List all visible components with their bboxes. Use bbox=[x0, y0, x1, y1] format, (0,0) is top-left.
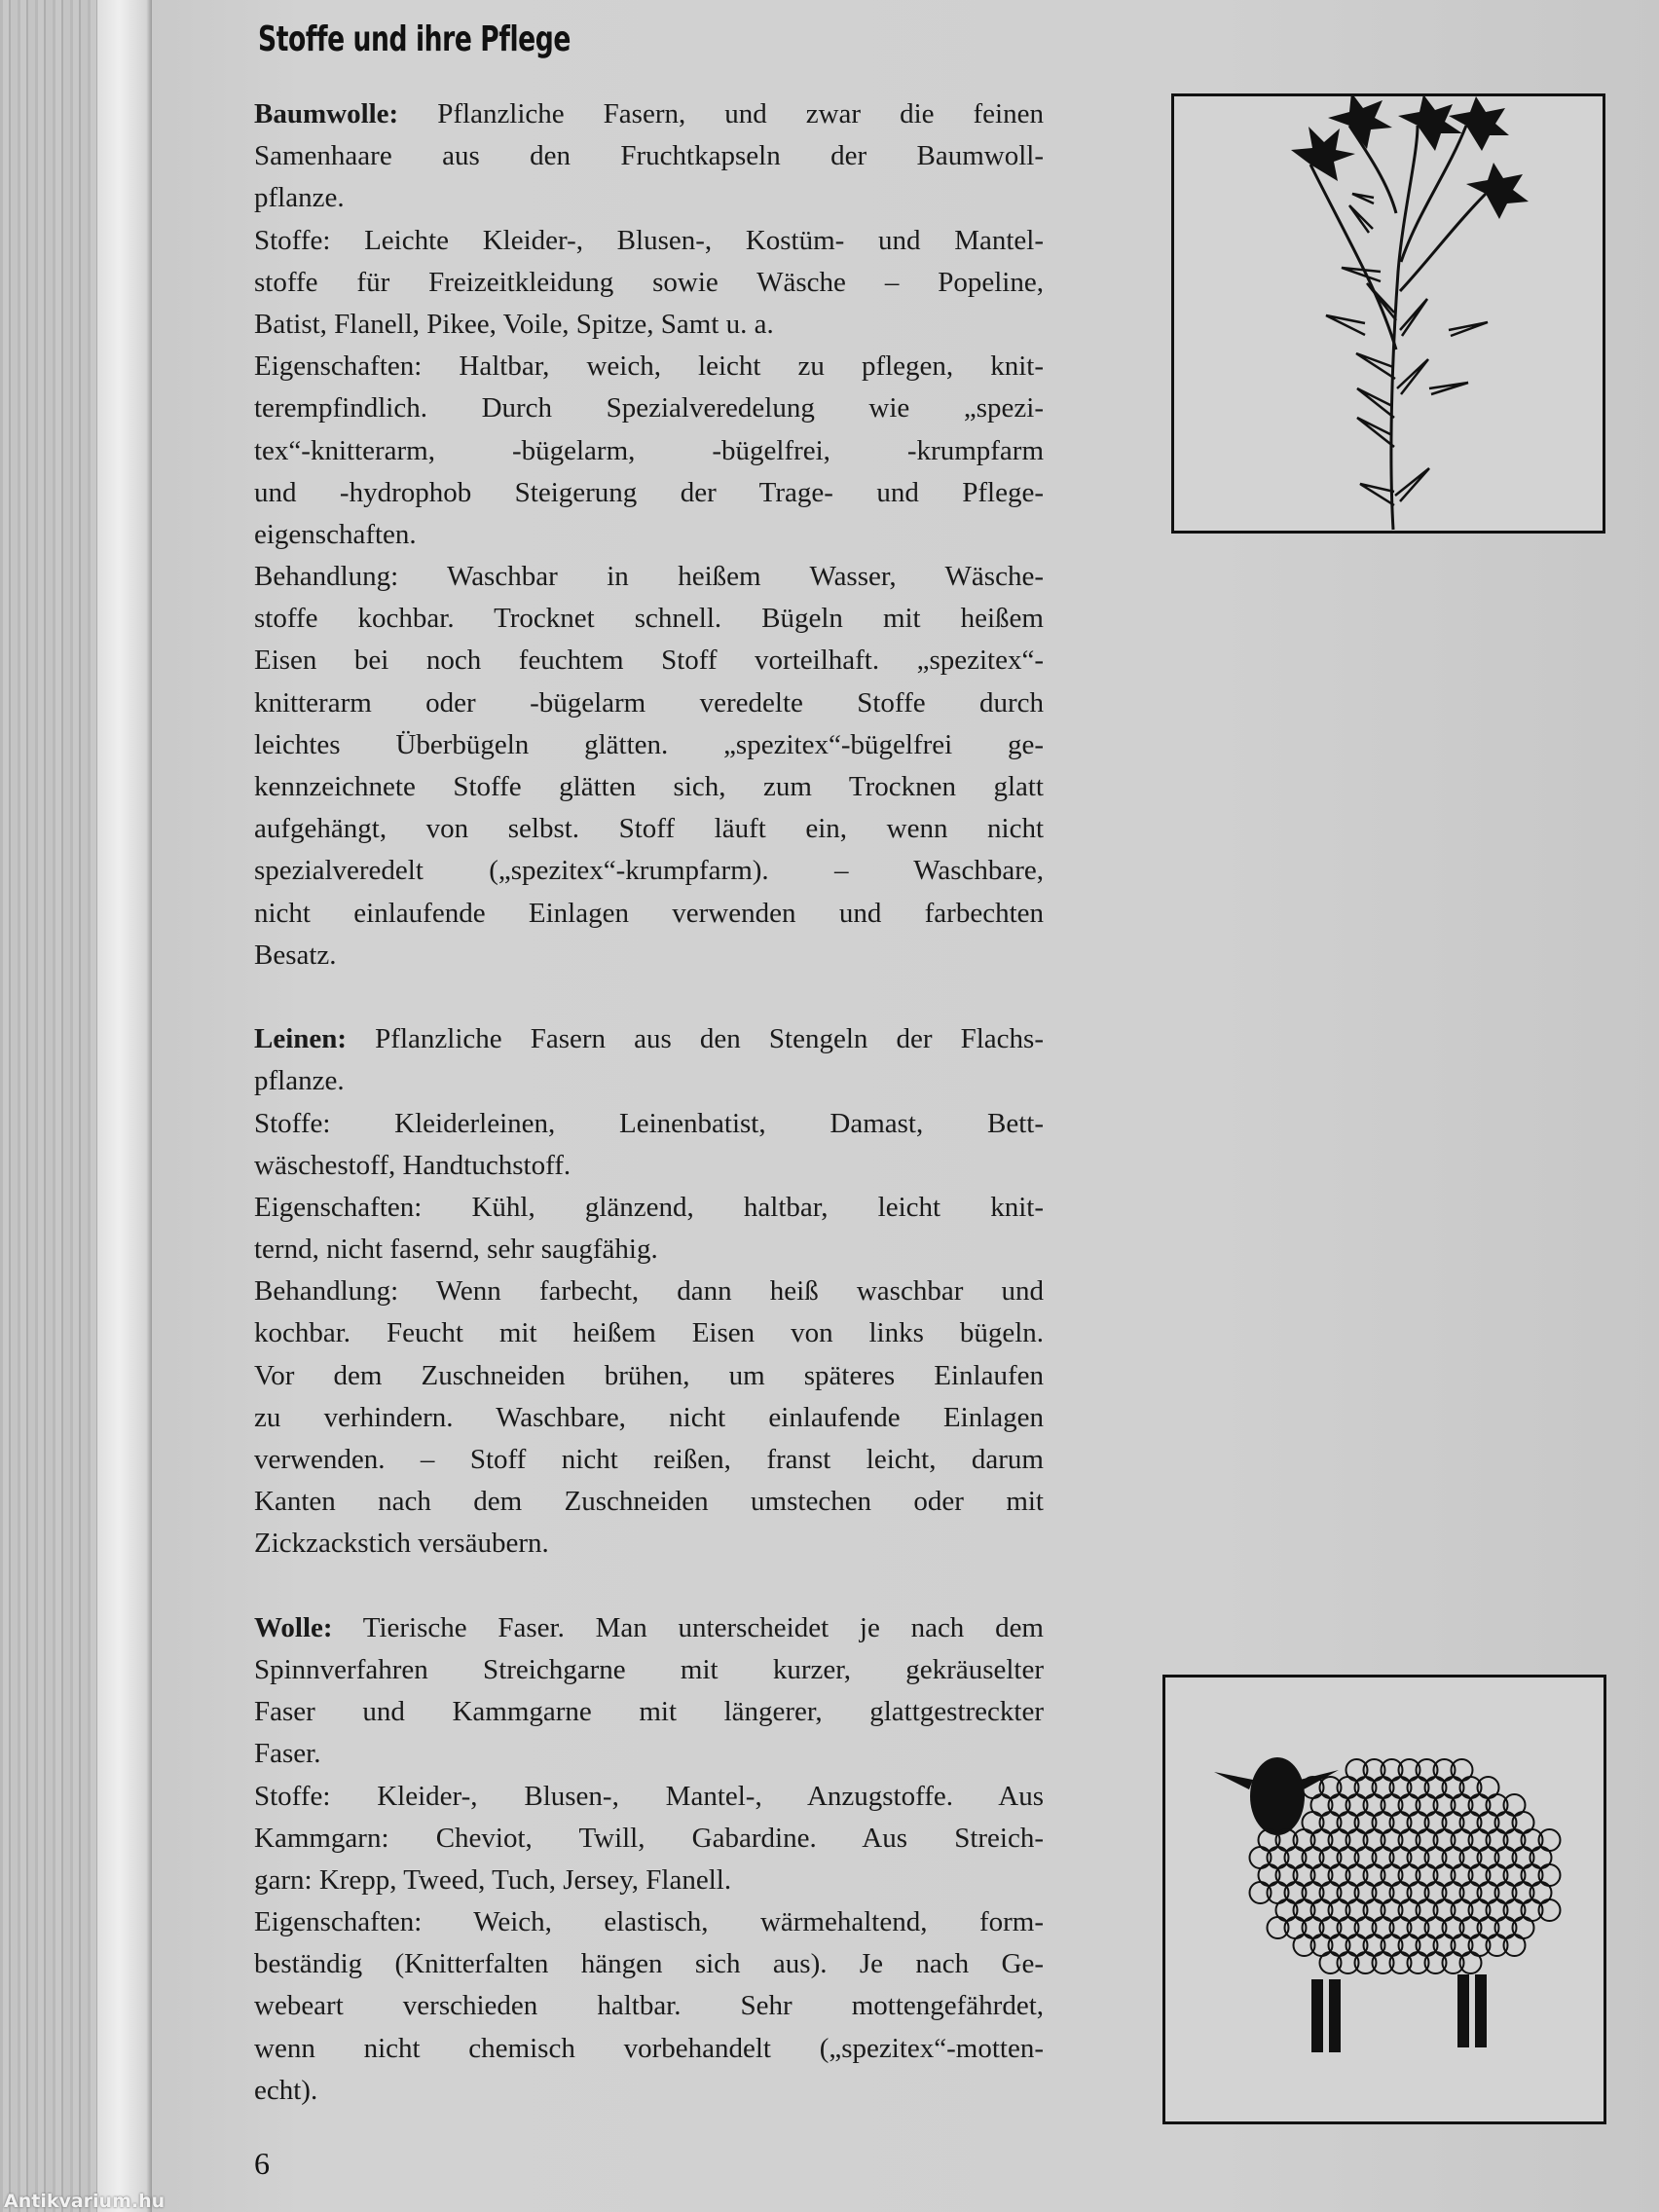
text-line bbox=[254, 556, 1044, 598]
line-text: Besatz. bbox=[254, 939, 337, 971]
line-text: knitterarm oder -bügelarm veredelte Stoffe durch bbox=[254, 686, 1044, 719]
watermark: Antikvarium.hu bbox=[4, 2191, 166, 2212]
text-line bbox=[254, 430, 1044, 472]
text-line bbox=[254, 1901, 1044, 1943]
line-text: Pflanzliche Fasern, und zwar die feinen bbox=[398, 98, 1044, 129]
entry-label: Wolle: bbox=[254, 1611, 333, 1643]
text-line bbox=[254, 304, 1044, 346]
line-text: verwenden. – Stoff nicht reißen, franst leicht, darum bbox=[254, 1444, 1044, 1475]
text-line bbox=[254, 2028, 1044, 2070]
text-line bbox=[254, 1397, 1044, 1439]
text-line bbox=[254, 1145, 1044, 1187]
text-line bbox=[254, 262, 1044, 304]
line-text: stoffe kochbar. Trocknet schnell. Bügeln mit heißem bbox=[254, 603, 1044, 635]
line-text: zu verhindern. Waschbare, nicht einlaufende Einlagen bbox=[254, 1401, 1044, 1433]
text-line bbox=[254, 682, 1044, 724]
text-line bbox=[254, 1271, 1044, 1312]
text-line bbox=[254, 1607, 1044, 1649]
line-text: ternd, nicht fasernd, sehr saugfähig. bbox=[254, 1234, 658, 1266]
section-gap bbox=[254, 977, 1044, 1018]
text-line bbox=[254, 893, 1044, 935]
entry-label: Stoffe: bbox=[254, 1107, 331, 1139]
line-text: wenn nicht chemisch vorbehandelt („spezitex“-motten- bbox=[254, 2032, 1044, 2064]
text-line bbox=[254, 387, 1044, 429]
page-number: 6 bbox=[254, 2146, 270, 2181]
line-text: pflanze. bbox=[254, 182, 345, 214]
line-text: Kleider-, Blusen-, Mantel-, Anzugstoffe. Aus bbox=[330, 1780, 1044, 1812]
text-line bbox=[254, 1649, 1044, 1691]
text-line bbox=[254, 220, 1044, 262]
entry-label: Eigenschaften: bbox=[254, 1906, 423, 1938]
text-line bbox=[254, 724, 1044, 766]
line-text: stoffe für Freizeitkleidung sowie Wäsche – Popeline, bbox=[254, 266, 1044, 298]
line-text: Leichte Kleider-, Blusen-, Kostüm- und Mantel- bbox=[330, 224, 1044, 256]
line-text: Zickzackstich versäubern. bbox=[254, 1528, 549, 1560]
line-text: Kleiderleinen, Leinenbatist, Damast, Bett- bbox=[330, 1107, 1044, 1139]
entry-label: Stoffe: bbox=[254, 1780, 331, 1812]
line-text: Kanten nach dem Zuschneiden umstechen oder mit bbox=[254, 1486, 1044, 1518]
text-line bbox=[254, 808, 1044, 850]
text-line bbox=[254, 1439, 1044, 1481]
text-line bbox=[254, 850, 1044, 892]
text-line bbox=[254, 1229, 1044, 1271]
line-text: aufgehängt, von selbst. Stoff läuft ein, wenn nicht bbox=[254, 813, 1044, 845]
text-line bbox=[254, 1523, 1044, 1565]
section-wolle bbox=[254, 1607, 1044, 2112]
flax-illustration bbox=[1171, 93, 1605, 534]
line-text: kochbar. Feucht mit heißem Eisen von links bügeln. bbox=[254, 1317, 1044, 1349]
text-line bbox=[254, 2070, 1044, 2112]
line-text: garn: Krepp, Tweed, Tuch, Jersey, Flanell. bbox=[254, 1863, 732, 1896]
line-text: webeart verschieden haltbar. Sehr mottengefährdet, bbox=[254, 1990, 1044, 2022]
line-text: pflanze. bbox=[254, 1065, 345, 1097]
line-text: Eisen bei noch feuchtem Stoff vorteilhaft. „spezitex“- bbox=[254, 645, 1044, 677]
line-text: Faser und Kammgarne mit längerer, glattgestreckter bbox=[254, 1696, 1044, 1728]
entry-label: Leinen: bbox=[254, 1023, 348, 1055]
entry-label: Behandlung: bbox=[254, 1275, 399, 1308]
line-text: eigenschaften. bbox=[254, 518, 417, 550]
wood-background bbox=[0, 0, 97, 2212]
line-text: und -hydrophob Steigerung der Trage- und Pflege- bbox=[254, 476, 1044, 508]
line-text: beständig (Knitterfalten hängen sich aus). Je nach Ge- bbox=[254, 1948, 1044, 1980]
line-text: Waschbar in heißem Wasser, Wäsche- bbox=[398, 561, 1044, 593]
text-line bbox=[254, 935, 1044, 977]
page-title: Stoffe und ihre Pflege bbox=[258, 19, 571, 59]
text-line bbox=[254, 766, 1044, 808]
text-line bbox=[254, 177, 1044, 219]
text-line bbox=[254, 346, 1044, 387]
entry-label: Eigenschaften: bbox=[254, 1191, 423, 1223]
text-line bbox=[254, 1481, 1044, 1523]
line-text: Vor dem Zuschneiden brühen, um späteres Einlaufen bbox=[254, 1359, 1044, 1391]
sheep-icon bbox=[1165, 1677, 1604, 2121]
text-line bbox=[254, 514, 1044, 556]
line-text: Haltbar, weich, leicht zu pflegen, knit- bbox=[422, 350, 1044, 383]
section-gap bbox=[254, 1566, 1044, 1607]
line-text: tex“-knitterarm, -bügelarm, -bügelfrei, -krumpfarm bbox=[254, 434, 1044, 466]
line-text: Kammgarn: Cheviot, Twill, Gabardine. Aus Streich- bbox=[254, 1822, 1044, 1854]
page-edge bbox=[97, 0, 152, 2212]
text-line bbox=[254, 1943, 1044, 1985]
entry-label: Eigenschaften: bbox=[254, 350, 423, 383]
text-line bbox=[254, 1733, 1044, 1775]
text-line bbox=[254, 1818, 1044, 1860]
text-line bbox=[254, 472, 1044, 514]
text-line bbox=[254, 1103, 1044, 1145]
line-text: Tierische Faser. Man unterscheidet je nach dem bbox=[332, 1611, 1044, 1643]
entry-label: Baumwolle: bbox=[254, 98, 399, 129]
text-line bbox=[254, 93, 1044, 135]
flax-flower-icon bbox=[1174, 96, 1603, 531]
section-baumwolle bbox=[254, 93, 1044, 977]
text-line bbox=[254, 1312, 1044, 1354]
line-text: Pflanzliche Fasern aus den Stengeln der Flachs- bbox=[347, 1023, 1044, 1055]
line-text: Weich, elastisch, wärmehaltend, form- bbox=[422, 1906, 1044, 1938]
text-line bbox=[254, 135, 1044, 177]
line-text: leichtes Überbügeln glätten. „spezitex“-bügelfrei ge- bbox=[254, 728, 1044, 760]
text-line bbox=[254, 640, 1044, 682]
line-text: Batist, Flanell, Pikee, Voile, Spitze, Samt u. a. bbox=[254, 308, 774, 340]
line-text: wäschestoff, Handtuchstoff. bbox=[254, 1149, 571, 1181]
entry-label: Behandlung: bbox=[254, 561, 399, 593]
line-text: nicht einlaufende Einlagen verwenden und farbechten bbox=[254, 897, 1044, 929]
line-text: Samenhaare aus den Fruchtkapseln der Baumwoll- bbox=[254, 140, 1044, 172]
text-line bbox=[254, 1860, 1044, 1901]
text-line bbox=[254, 1060, 1044, 1102]
text-line bbox=[254, 1355, 1044, 1397]
line-text: kennzeichnete Stoffe glätten sich, zum Trocknen glatt bbox=[254, 771, 1044, 802]
text-line bbox=[254, 1187, 1044, 1229]
text-line bbox=[254, 1018, 1044, 1060]
text-line bbox=[254, 1691, 1044, 1733]
text-line bbox=[254, 598, 1044, 640]
line-text: Spinnverfahren Streichgarne mit kurzer, gekräuselter bbox=[254, 1653, 1044, 1685]
text-line bbox=[254, 1985, 1044, 2027]
text-line bbox=[254, 1776, 1044, 1818]
line-text: echt). bbox=[254, 2074, 318, 2106]
line-text: spezialveredelt („spezitex“-krumpfarm). – Waschbare, bbox=[254, 855, 1044, 887]
section-leinen bbox=[254, 1018, 1044, 1565]
line-text: Wenn farbecht, dann heiß waschbar und bbox=[398, 1275, 1044, 1308]
sheep-illustration bbox=[1162, 1675, 1606, 2124]
entry-label: Stoffe: bbox=[254, 224, 331, 256]
line-text: Faser. bbox=[254, 1738, 321, 1770]
line-text: terempfindlich. Durch Spezialveredelung wie „spezi- bbox=[254, 392, 1044, 424]
line-text: Kühl, glänzend, haltbar, leicht knit- bbox=[422, 1191, 1044, 1223]
body-text bbox=[254, 93, 1044, 2112]
